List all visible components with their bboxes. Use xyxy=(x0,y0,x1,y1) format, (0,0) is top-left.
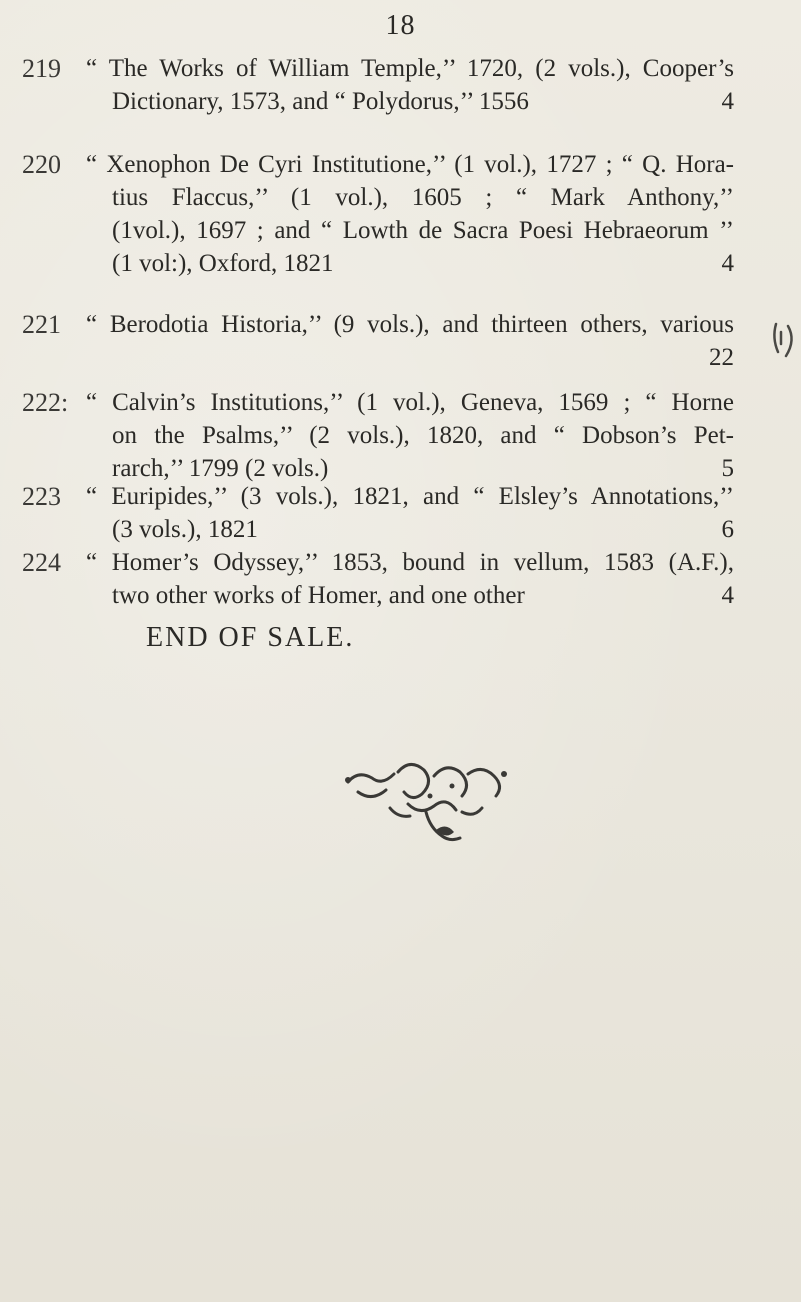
lot-description xyxy=(86,546,734,612)
lot-description xyxy=(86,148,734,280)
lot-number: 220 xyxy=(22,150,61,179)
lot-line: rarch,’’ 1799 (2 vols.) xyxy=(112,455,329,482)
lot-price: 4 xyxy=(721,88,734,115)
lot-price: 22 xyxy=(709,344,734,371)
lot-line: “ Calvin’s Institutions,’’ (1 vol.), Geneva, 1569 ; “ Horne xyxy=(86,389,734,416)
page-number: 18 xyxy=(385,10,416,41)
lot-description xyxy=(86,52,734,118)
lot-line: tius Flaccus,’’ (1 vol.), 1605 ; “ Mark Anthony,’’ xyxy=(112,184,734,211)
lot-line: (3 vols.), 1821 xyxy=(112,516,258,543)
floral-ornament-icon xyxy=(338,752,518,852)
lot-line: “ Homer’s Odyssey,’’ 1853, bound in vellum, 1583 (A.F.), xyxy=(86,549,734,576)
lot-line: two other works of Homer, and one other xyxy=(112,582,525,609)
lot-price: 4 xyxy=(721,582,734,609)
lot-line: “ Euripides,’’ (3 vols.), 1821, and “ Elsley’s Annotations,’’ xyxy=(86,483,734,510)
lot-description xyxy=(86,308,734,374)
lot-line: (1 vol:), Oxford, 1821 xyxy=(112,250,334,277)
lot-line: “ The Works of William Temple,’’ 1720, (2 vols.), Cooper’s xyxy=(86,55,734,82)
lot-number: 223 xyxy=(22,482,61,511)
lot-line: Dictionary, 1573, and “ Polydorus,’’ 1556 xyxy=(112,88,529,115)
lot-line: (1vol.), 1697 ; and “ Lowth de Sacra Poesi Hebraeorum ’’ xyxy=(112,217,734,244)
lot-description xyxy=(86,480,734,546)
lot-price: 4 xyxy=(721,250,734,277)
lot-price: 6 xyxy=(721,516,734,543)
end-of-sale-heading: END OF SALE. xyxy=(146,622,355,653)
lot-number: 221 xyxy=(22,310,61,339)
margin-mark-icon xyxy=(770,318,800,362)
lot-number: 224 xyxy=(22,548,61,577)
lot-description xyxy=(86,386,734,485)
lot-number: 222: xyxy=(22,388,69,417)
lot-price: 5 xyxy=(721,455,734,482)
lot-line: on the Psalms,’’ (2 vols.), 1820, and “ Dobson’s Pet- xyxy=(112,422,734,449)
lot-line: “ Berodotia Historia,’’ (9 vols.), and thirteen others, various xyxy=(86,311,734,338)
lot-number: 219 xyxy=(22,54,61,83)
lot-line: “ Xenophon De Cyri Institutione,’’ (1 vol.), 1727 ; “ Q. Hora- xyxy=(86,151,734,178)
